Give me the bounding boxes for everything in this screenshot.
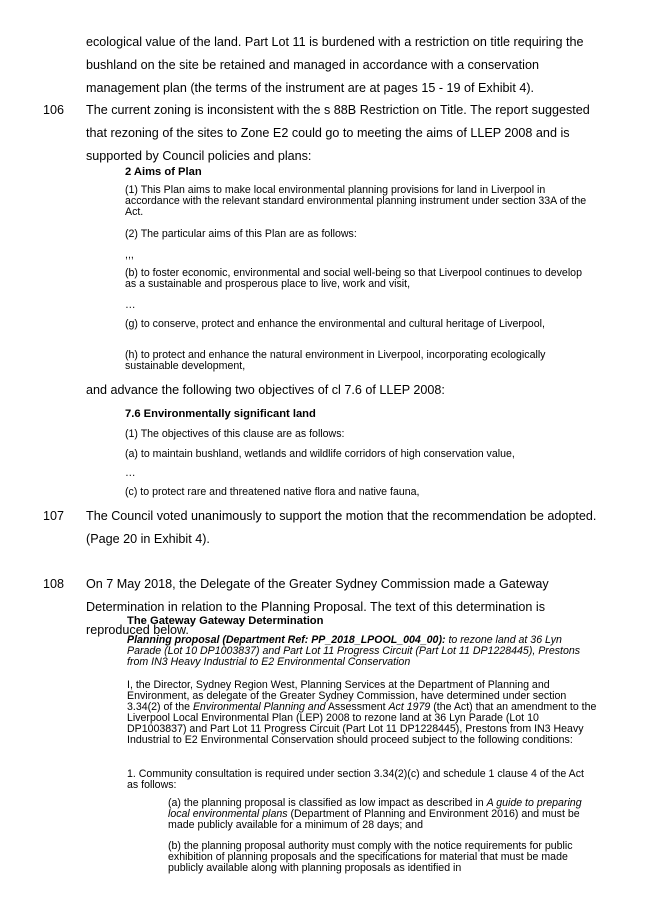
advance-text: and advance the following two objectives of cl 7.6 of LLEP 2008: [86, 383, 445, 397]
proposal-description: to rezone land at 36 Lyn Parade (Lot 10 DP1003837) and Part Lot 11 Progress Circuit (Part Lot 11 DP1228445), Prestons from IN3 Heavy Industrial to E2 Environmental Conservation [127, 634, 581, 668]
gateway-body-text: (the Act) that an amendment to the Liverpool Local Environmental Plan (LEP) 2008 to rezone land at 36 Lyn Parade (Lot 10 DP1003837) and Part Lot 11 Progress Circuit (Part Lot 11 DP1228445), Prestons from IN3 Heavy Industrial to E2 Environmental Conservation should proceed subject to the following conditions: [127, 701, 597, 746]
paragraph-number: 108 [43, 577, 65, 591]
act-year: Act 1979 [388, 701, 431, 713]
guide-title: A guide to preparing local environmental plans [168, 797, 582, 820]
condition-a-text: (Department of Planning and Environment 2016) and must be made publicly available for a minimum of 28 days; and [168, 808, 580, 831]
aims-heading: 2 Aims of Plan [125, 166, 202, 178]
aims-item-h: (h) to protect and enhance the natural environment in Liverpool, incorporating ecologically sustainable development, [125, 349, 546, 372]
condition-a-text: (a) the planning proposal is classified as low impact as described in [168, 797, 487, 809]
gateway-condition-1: 1. Community consultation is required under section 3.34(2)(c) and schedule 1 clause 4 of the Act as follows: [127, 768, 584, 791]
continuation-text: ecological value of the land. Part Lot 11 is burdened with a restriction on title requiring the bushland on the site be retained and managed in accordance with a conservation management plan (the terms of the instrument are at pages 15 - 19 of Exhibit 4). [86, 35, 584, 95]
clause-item-a: (a) to maintain bushland, wetlands and wildlife corridors of high conservation value, [125, 448, 515, 460]
aims-item-b: (b) to foster economic, environmental and social well-being so that Liverpool continues to develop as a sustainable and prosperous place to live, work and visit, [125, 267, 582, 290]
gateway-body-text: Assessment [325, 701, 389, 713]
gateway-heading: The Gateway Gateway Determination [127, 615, 324, 627]
gateway-condition-b: (b) the planning proposal authority must comply with the notice requirements for public exhibition of planning proposals and the specifications for material that must be made publicly available along with planning proposals as identified in [168, 840, 573, 874]
aims-item-1: (1) This Plan aims to make local environmental planning provisions for land in Liverpool in accordance with the relevant standard environmental planning instrument under section 33A of the Act. [125, 184, 587, 218]
clause-ellipsis: … [125, 467, 136, 479]
aims-ellipsis-2: … [125, 299, 136, 311]
gateway-body-text: I, the Director, Sydney Region West, Planning Services at the Department of Planning and Environment, as delegate of the Greater Sydney Commission, have determined under section 3.34(2) of the [127, 679, 567, 713]
paragraph-text: The current zoning is inconsistent with the s 88B Restriction on Title. The report suggested that rezoning of the sites to Zone E2 could go to meeting the aims of LLEP 2008 and is supported by Council policies and plans: [86, 103, 590, 163]
paragraph-text: On 7 May 2018, the Delegate of the Greater Sydney Commission made a Gateway Determination in relation to the Planning Proposal. The text of this determination is reproduced below. [86, 577, 549, 637]
gateway-body [127, 680, 597, 746]
aims-ellipsis-1: ,,, [125, 249, 134, 261]
aims-item-2: (2) The particular aims of this Plan are as follows: [125, 228, 357, 240]
paragraph-number: 106 [43, 103, 65, 117]
gateway-condition-a [168, 798, 598, 831]
paragraph-number: 107 [43, 509, 65, 523]
clause-item-c: (c) to protect rare and threatened native flora and native fauna, [125, 486, 420, 498]
paragraph-text: The Council voted unanimously to support the motion that the recommendation be adopted. (Page 20 in Exhibit 4). [86, 509, 597, 546]
clause-item-1: (1) The objectives of this clause are as follows: [125, 428, 345, 440]
proposal-ref: Planning proposal (Department Ref: PP_2018_LPOOL_004_00): [127, 634, 446, 646]
clause-heading: 7.6 Environmentally significant land [125, 408, 316, 420]
act-name: Environmental Planning and [192, 701, 326, 713]
aims-item-g: (g) to conserve, protect and enhance the environmental and cultural heritage of Liverpool, [125, 318, 545, 330]
gateway-proposal [127, 635, 597, 668]
